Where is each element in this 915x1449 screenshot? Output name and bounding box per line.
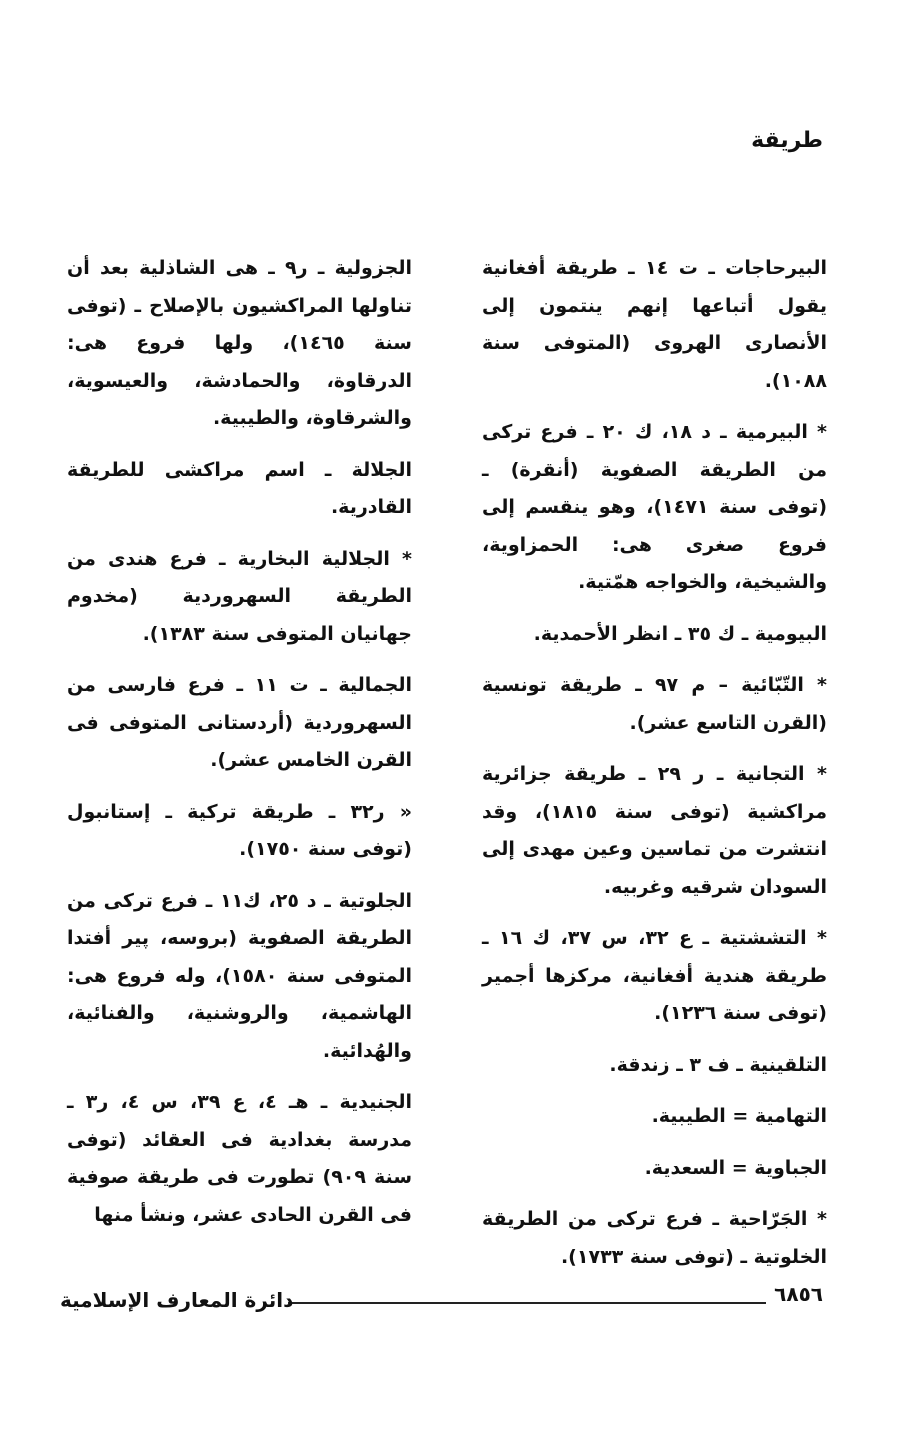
entry-text: * التششتية ـ ع ٣٢، س ٣٧، ك ١٦ ـ طريقة هندية أفغانية، مركزها أجمير (توفى سنة ١٢٣٦). bbox=[482, 927, 827, 1024]
entry-text: التهامية = الطيبية. bbox=[651, 1105, 827, 1127]
entry-text: « ر٣٢ ـ طريقة تركية ـ إستانبول (توفى سنة ١٧٥٠). bbox=[67, 800, 413, 860]
page-number: ٦٨٥٦ bbox=[774, 1282, 823, 1306]
publication-title: دائرة المعارف الإسلامية bbox=[60, 1288, 294, 1312]
footer-divider bbox=[288, 1302, 766, 1304]
entry-text: * التجانية ـ ر ٢٩ ـ طريقة جزائرية مراكشية (توفى سنة ١٨١٥)، وقد انتشرت من تماسين وعين مهدى إلى السودان شرقيه وغربيه. bbox=[482, 763, 827, 898]
entry-text: الجمالية ـ ت ١١ ـ فرع فارسى من السهروردية (أردستانى المتوفى فى القرن الخامس عشر). bbox=[67, 674, 412, 771]
left-column bbox=[67, 250, 412, 1248]
page-header-title: طريقة bbox=[751, 128, 823, 153]
entry-text: البيرحاجات ـ ت ١٤ ـ طريقة أفغانية يقول أتباعها إنهم ينتمون إلى الأنصارى الهروى (المتوفى سنة ١٠٨٨). bbox=[482, 257, 827, 392]
entry-text: * البيرمية ـ د ١٨، ك ٢٠ ـ فرع تركى من الطريقة الصفوية (أنقرة) ـ (توفى سنة ١٤٧١)، وهو ينقسم إلى فروع صغرى هى: الحمزاوية، والشيخية، والخواجه همّتية. bbox=[482, 421, 827, 593]
entry-text: * الجلالية البخارية ـ فرع هندى من الطريقة السهروردية (مخدوم جهانيان المتوفى سنة ١٣٨٣). bbox=[67, 547, 412, 645]
entry-text: الجنيدية ـ هـ ٤، ع ٣٩، س ٤، ر٣ ـ مدرسة بغدادية فى العقائد (توفى سنة ٩٠٩) تطورت فى طريقة صوفية فى القرن الحادى عشر، ونشأ منها bbox=[67, 1091, 413, 1226]
entry-text: الجلالة ـ اسم مراكشى للطريقة القادرية. bbox=[67, 458, 412, 518]
entry-text: الجباوية = السعدية. bbox=[644, 1156, 827, 1179]
entry-text: * الجَرّاحية ـ فرع تركى من الطريقة الخلوتية ـ (توفى سنة ١٧٣٣). bbox=[482, 1208, 827, 1268]
entry-text: الجلوتية ـ د ٢٥، ك١١ ـ فرع تركى من الطريقة الصفوية (بروسه، پير أفتدا المتوفى سنة ١٥٨٠)، وله فروع هى: الهاشمية، والروشنية، والفنائية، والهُدائية. bbox=[67, 889, 413, 1062]
entry-text: * التّبّائية – م ٩٧ ـ طريقة تونسية (القرن التاسع عشر). bbox=[482, 674, 827, 734]
entry-text: التلقينية ـ ف ٣ ـ زندقة. bbox=[609, 1053, 827, 1076]
entry-text: الجزولية ـ ر٩ ـ هى الشاذلية بعد أن تناولها المراكشيون بالإصلاح ـ (توفى سنة ١٤٦٥)، ولها فروع هى: الدرقاوة، والحمادشة، والعيسوية، والشرقاوة، والطيبية. bbox=[67, 257, 412, 429]
right-column bbox=[482, 250, 827, 1290]
entry-text: البيومية ـ ك ٣٥ ـ انظر الأحمدية. bbox=[533, 622, 827, 645]
